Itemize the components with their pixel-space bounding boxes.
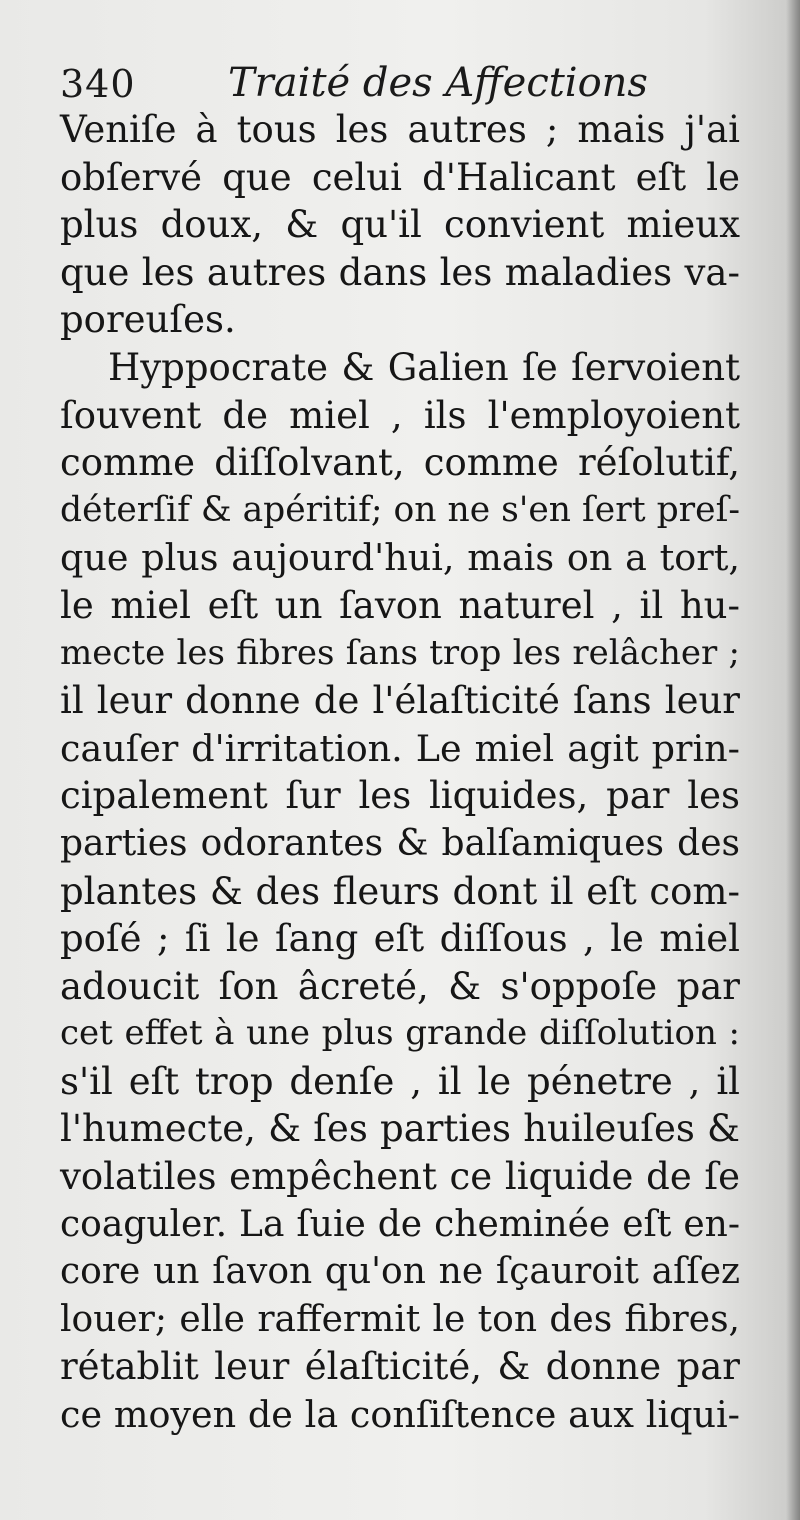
body-text [60, 106, 740, 1439]
text-line: adoucit ſon âcreté, & s'oppoſe par [60, 964, 740, 1008]
text-line: poſé ; ſi le ſang eſt diſſous , le miel [60, 917, 740, 961]
text-line: ſouvent de miel , ils l'employoient [60, 393, 740, 437]
text-line: l'humecte, & ſes parties huileuſes & [60, 1107, 740, 1151]
text-line: mecte les fibres ſans trop les relâcher ; [60, 632, 740, 673]
text-line: cet effet à une plus grande diſſolution : [60, 1013, 740, 1054]
text-line: core un ſavon qu'on ne ſçauroit aſſez [60, 1251, 740, 1293]
text-line: s'il eſt trop denſe , il le pénetre , il [60, 1059, 740, 1103]
text-line: que plus aujourd'hui, mais on a tort, [60, 536, 740, 580]
text-line: cauſer d'irritation. Le miel agit prin- [60, 726, 740, 770]
text-line: que les autres dans les maladies va- [60, 250, 740, 294]
page-header [60, 58, 740, 108]
paragraph-start-line: Hyppocrate & Galien ſe ſervoient [108, 345, 740, 389]
text-line: plus doux, & qu'il convient mieux [60, 203, 740, 247]
text-line: poreuſes. [60, 298, 236, 342]
text-line: le miel eſt un ſavon naturel , il hu- [60, 583, 740, 627]
text-line: coaguler. La ſuie de cheminée eſt en- [60, 1203, 740, 1245]
text-line: comme diſſolvant, comme réſolutif, [60, 441, 740, 485]
running-title: Traité des Affections [228, 60, 648, 106]
text-line: parties odorantes & balſamiques des [60, 822, 740, 864]
text-line: plantes & des fleurs dont il eſt com- [60, 869, 740, 913]
text-line: ce moyen de la conſiſtence aux liqui- [60, 1393, 740, 1437]
text-line: louer; elle raffermit le ton des fibres, [60, 1298, 740, 1340]
text-line: il leur donne de l'élaſticité ſans leur [60, 679, 740, 723]
text-line: rétablit leur élaſticité, & donne par [60, 1345, 740, 1389]
text-line: obſervé que celui d'Halicant eſt le [60, 155, 740, 199]
text-line: Veniſe à tous les autres ; mais j'ai [60, 108, 740, 151]
text-line: volatiles empêchent ce liquide de ſe [60, 1155, 740, 1199]
text-line: déterſif & apéritif; on ne s'en ſert preſ- [60, 489, 740, 530]
text-line: cipalement ſur les liquides, par les [60, 774, 740, 818]
page-number: 340 [60, 62, 136, 106]
